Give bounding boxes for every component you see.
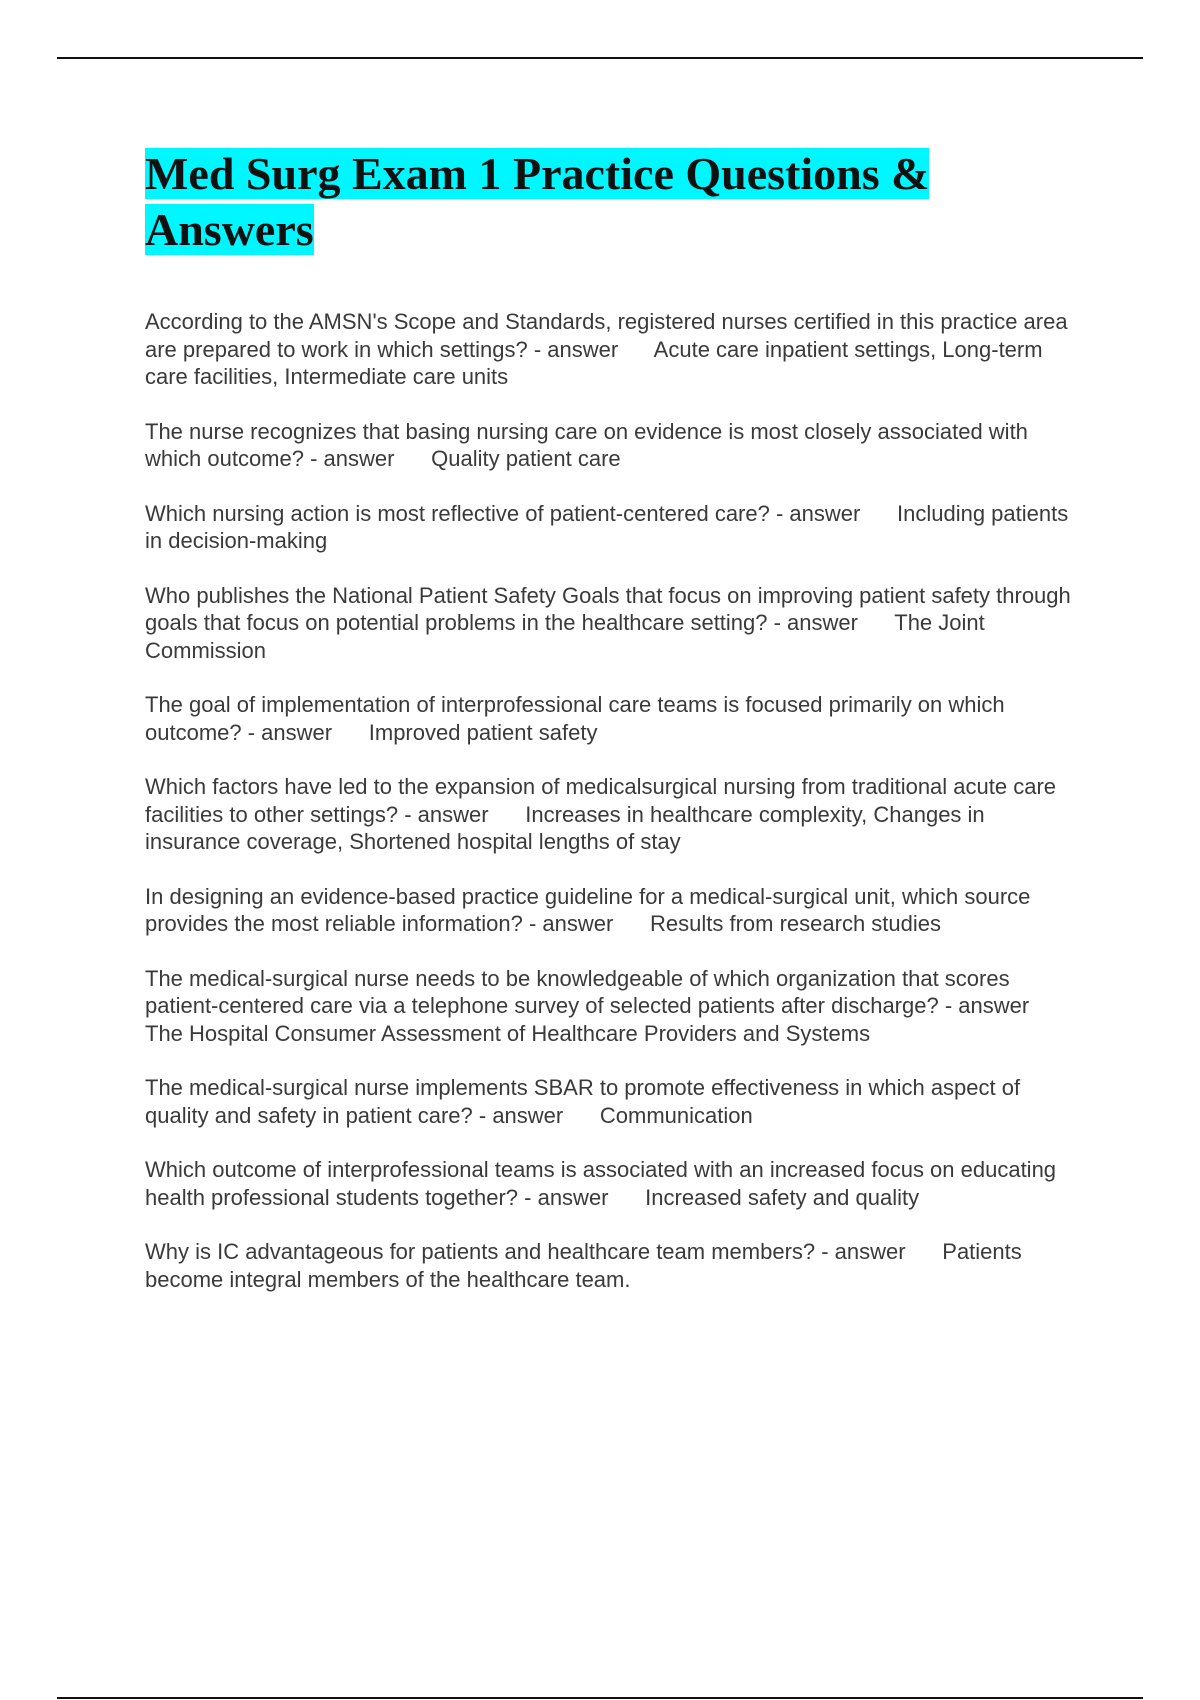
qa-item: Which nursing action is most reflective of patient-centered care? - answer Including patients in decision-making: [145, 500, 1075, 553]
page-footer-rule: [57, 1697, 1143, 1699]
qa-item: Which outcome of interprofessional teams is associated with an increased focus on educating health professional students together? - answer Increased safety and quality: [145, 1157, 1063, 1210]
qa-item: The goal of implementation of interprofessional care teams is focused primarily on which outcome? - answer Improved patient safety: [145, 692, 1011, 745]
qa-item: According to the AMSN's Scope and Standards, registered nurses certified in this practice area are prepared to work in which settings? - answer Acute care inpatient settings, Long-term care facilities, Intermediate care units: [145, 309, 1074, 389]
qa-item: The nurse recognizes that basing nursing care on evidence is most closely associated with which outcome? - answer Quality patient care: [145, 418, 1035, 471]
page-header-rule: [57, 57, 1143, 59]
document-body: [145, 146, 1085, 1320]
qa-item: In designing an evidence-based practice guideline for a medical-surgical unit, which source provides the most reliable information? - answer Results from research studies: [145, 883, 1037, 936]
qa-item: Who publishes the National Patient Safety Goals that focus on improving patient safety through goals that focus on potential problems in the healthcare setting? - answer The Joint Commission: [145, 582, 1077, 663]
document-title: [145, 146, 1085, 258]
qa-item: The medical-surgical nurse needs to be knowledgeable of which organization that scores patient-centered care via a telephone survey of selected patients after discharge? - answer The Hospital Consumer Assessment of Healthcare Providers and Systems: [145, 965, 1066, 1046]
document-title-text: Med Surg Exam 1 Practice Questions & Answers: [145, 148, 930, 255]
qa-item: Which factors have led to the expansion of medicalsurgical nursing from traditional acute care facilities to other settings? - answer Increases in healthcare complexity, Changes in insurance coverage, Shortened hospital lengths of stay: [145, 774, 1063, 854]
qa-item: The medical-surgical nurse implements SBAR to promote effectiveness in which aspect of quality and safety in patient care? - answer Communication: [145, 1075, 1027, 1128]
qa-item: Why is IC advantageous for patients and healthcare team members? - answer Patients become integral members of the healthcare team.: [145, 1239, 1028, 1292]
